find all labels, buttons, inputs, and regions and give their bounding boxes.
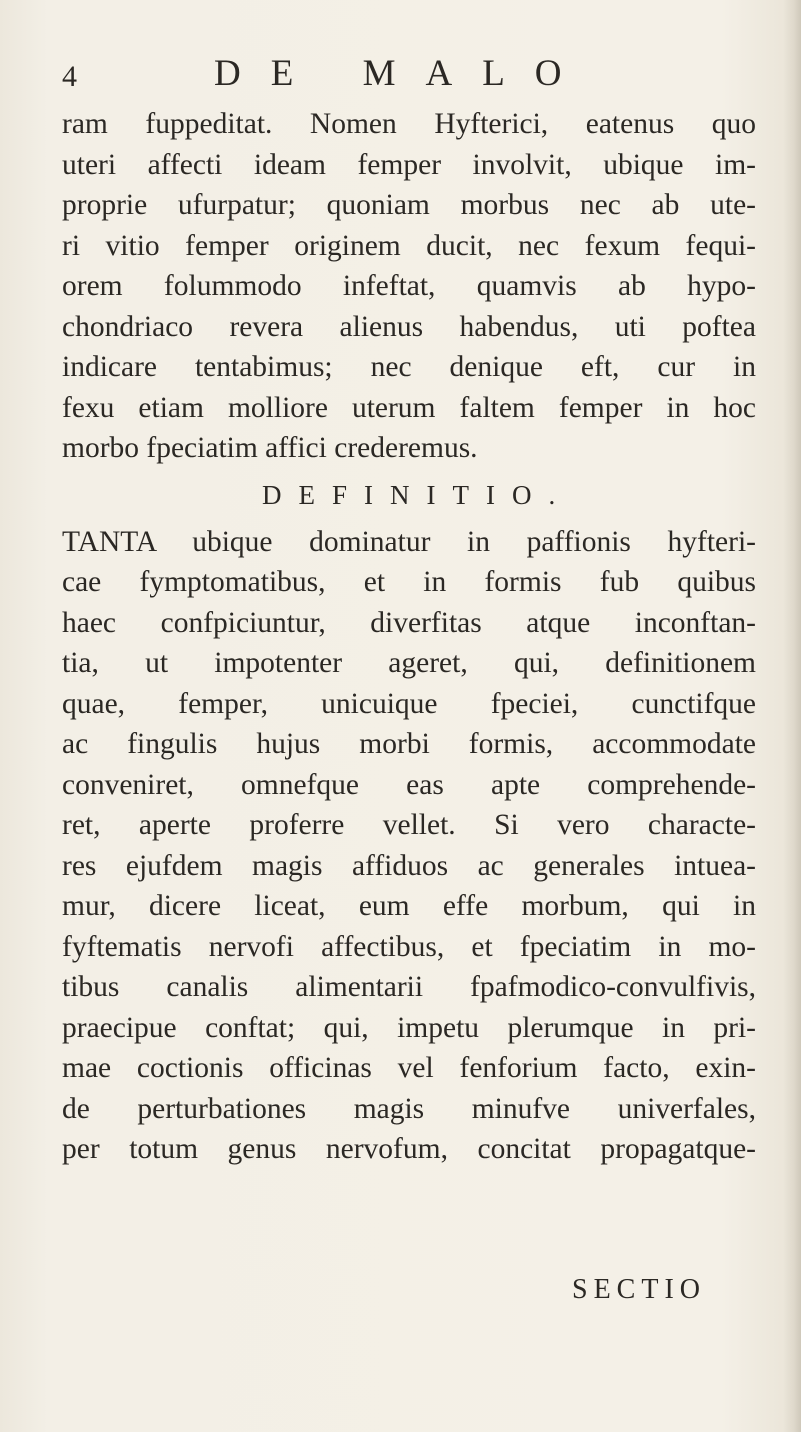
page-edge-shadow xyxy=(783,0,801,1432)
section-heading: DEFINITIO. xyxy=(262,479,573,510)
text-line: TANTA ubique dominatur in paffionis hyfteri- xyxy=(62,525,756,558)
text-line: tibus canalis alimentarii fpafmodico-convulfivis, xyxy=(62,971,756,1003)
paragraph-1 xyxy=(62,104,756,469)
text-line: praecipue conftat; qui, impetu plerumque in pri- xyxy=(62,1011,756,1044)
text-line: orem folummodo infeftat, quamvis ab hypo- xyxy=(62,270,756,302)
text-line: conveniret, omnefque eas apte comprehende- xyxy=(62,768,756,801)
running-head xyxy=(62,52,662,102)
text-line: tia, ut impotenter ageret, qui, definitionem xyxy=(62,647,756,679)
page-number: 4 xyxy=(62,60,77,93)
text-line: chondriaco revera alienus habendus, uti poftea xyxy=(62,310,756,343)
text-line: fyftematis nervofi affectibus, et fpeciatim in mo- xyxy=(62,930,756,963)
paragraph-2 xyxy=(62,522,756,1170)
text-line: ram fuppeditat. Nomen Hyfterici, eatenus quo xyxy=(62,108,756,140)
running-title: DE MALO xyxy=(214,53,592,94)
text-line: haec confpiciuntur, diverfitas atque inconftan- xyxy=(62,606,756,639)
text-line: cae fymptomatibus, et in formis fub quibus xyxy=(62,566,756,598)
text-line: ac fingulis hujus morbi formis, accommodate xyxy=(62,728,756,760)
text-line: fexu etiam molliore uterum faltem femper in hoc xyxy=(62,391,756,424)
text-line: uteri affecti ideam femper involvit, ubique im- xyxy=(62,148,756,181)
text-line: mur, dicere liceat, eum effe morbum, qui in xyxy=(62,890,756,922)
text-line: res ejufdem magis affiduos ac generales intuea- xyxy=(62,849,756,882)
text-line: morbo fpeciatim affici crederemus. xyxy=(62,432,478,464)
text-line: quae, femper, unicuique fpeciei, cunctifque xyxy=(62,687,756,720)
text-line: de perturbationes magis minufve univerfales, xyxy=(62,1092,756,1125)
text-line: ri vitio femper originem ducit, nec fexum fequi- xyxy=(62,229,756,262)
text-line: proprie ufurpatur; quoniam morbus nec ab ute- xyxy=(62,189,756,221)
text-line: indicare tentabimus; nec denique eft, cur in xyxy=(62,351,756,383)
text-line: mae coctionis officinas vel fenforium facto, exin- xyxy=(62,1052,756,1084)
text-line: per totum genus nervofum, concitat propagatque- xyxy=(62,1133,756,1165)
text-block xyxy=(62,104,756,1170)
catchword: SECTIO xyxy=(572,1274,706,1305)
text-line: ret, aperte proferre vellet. Si vero characte- xyxy=(62,809,756,841)
